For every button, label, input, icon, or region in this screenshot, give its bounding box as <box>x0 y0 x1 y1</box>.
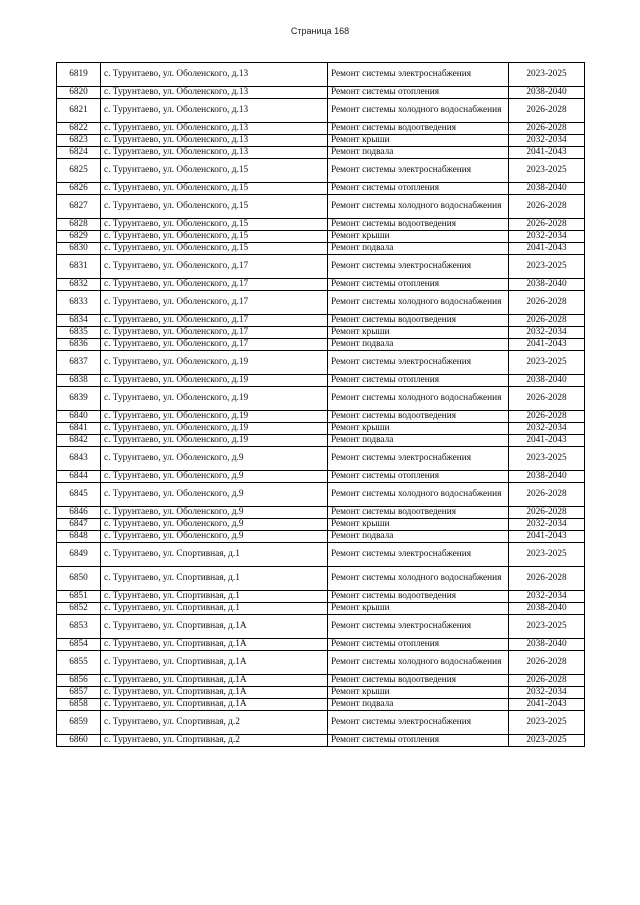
row-number-cell: 6844 <box>57 471 101 483</box>
table-row <box>57 243 585 255</box>
address-cell: с. Турунтаево, ул. Спортивная, д.1А <box>101 699 328 711</box>
address-cell: с. Турунтаево, ул. Оболенского, д.15 <box>101 231 328 243</box>
period-cell: 2041-2043 <box>509 147 585 159</box>
row-number-cell: 6850 <box>57 567 101 591</box>
row-number-cell: 6860 <box>57 735 101 747</box>
address-cell: с. Турунтаево, ул. Оболенского, д.15 <box>101 219 328 231</box>
work-type-cell: Ремонт системы холодного водоснабжения <box>328 195 509 219</box>
work-type-cell: Ремонт системы водоотведения <box>328 411 509 423</box>
page-header: Страница 168 <box>290 26 350 36</box>
table-row <box>57 423 585 435</box>
period-cell: 2023-2025 <box>509 63 585 87</box>
row-number-cell: 6854 <box>57 639 101 651</box>
address-cell: с. Турунтаево, ул. Спортивная, д.1А <box>101 687 328 699</box>
work-type-cell: Ремонт системы отопления <box>328 87 509 99</box>
period-cell: 2038-2040 <box>509 279 585 291</box>
period-cell: 2038-2040 <box>509 639 585 651</box>
row-number-cell: 6853 <box>57 615 101 639</box>
table-row <box>57 351 585 375</box>
address-cell: с. Турунтаево, ул. Оболенского, д.17 <box>101 327 328 339</box>
address-cell: с. Турунтаево, ул. Оболенского, д.17 <box>101 339 328 351</box>
work-type-cell: Ремонт крыши <box>328 231 509 243</box>
row-number-cell: 6826 <box>57 183 101 195</box>
row-number-cell: 6849 <box>57 543 101 567</box>
period-cell: 2038-2040 <box>509 87 585 99</box>
table-row <box>57 483 585 507</box>
work-type-cell: Ремонт системы холодного водоснабжения <box>328 483 509 507</box>
table-row <box>57 687 585 699</box>
work-type-cell: Ремонт системы электроснабжения <box>328 63 509 87</box>
work-type-cell: Ремонт системы отопления <box>328 279 509 291</box>
work-type-cell: Ремонт системы холодного водоснабжения <box>328 99 509 123</box>
table-row <box>57 99 585 123</box>
table-row <box>57 507 585 519</box>
period-cell: 2023-2025 <box>509 735 585 747</box>
period-cell: 2026-2028 <box>509 387 585 411</box>
work-type-cell: Ремонт системы водоотведения <box>328 315 509 327</box>
work-type-cell: Ремонт подвала <box>328 699 509 711</box>
row-number-cell: 6822 <box>57 123 101 135</box>
row-number-cell: 6835 <box>57 327 101 339</box>
address-cell: с. Турунтаево, ул. Оболенского, д.15 <box>101 195 328 219</box>
row-number-cell: 6843 <box>57 447 101 471</box>
table-row <box>57 327 585 339</box>
address-cell: с. Турунтаево, ул. Оболенского, д.13 <box>101 135 328 147</box>
table-row <box>57 543 585 567</box>
row-number-cell: 6851 <box>57 591 101 603</box>
row-number-cell: 6859 <box>57 711 101 735</box>
work-type-cell: Ремонт системы электроснабжения <box>328 711 509 735</box>
work-type-cell: Ремонт крыши <box>328 519 509 531</box>
row-number-cell: 6828 <box>57 219 101 231</box>
table-row <box>57 639 585 651</box>
table-row <box>57 255 585 279</box>
period-cell: 2026-2028 <box>509 483 585 507</box>
table-row <box>57 147 585 159</box>
address-cell: с. Турунтаево, ул. Оболенского, д.17 <box>101 315 328 327</box>
period-cell: 2026-2028 <box>509 195 585 219</box>
work-type-cell: Ремонт системы холодного водоснабжения <box>328 387 509 411</box>
work-type-cell: Ремонт крыши <box>328 327 509 339</box>
work-type-cell: Ремонт системы отопления <box>328 471 509 483</box>
row-number-cell: 6837 <box>57 351 101 375</box>
period-cell: 2038-2040 <box>509 471 585 483</box>
row-number-cell: 6855 <box>57 651 101 675</box>
row-number-cell: 6847 <box>57 519 101 531</box>
table-row <box>57 447 585 471</box>
table-row <box>57 123 585 135</box>
table-row <box>57 471 585 483</box>
work-type-cell: Ремонт подвала <box>328 435 509 447</box>
table-row <box>57 387 585 411</box>
work-type-cell: Ремонт системы водоотведения <box>328 675 509 687</box>
address-cell: с. Турунтаево, ул. Оболенского, д.17 <box>101 255 328 279</box>
period-cell: 2032-2034 <box>509 519 585 531</box>
work-type-cell: Ремонт системы отопления <box>328 735 509 747</box>
table-row <box>57 651 585 675</box>
period-cell: 2032-2034 <box>509 231 585 243</box>
work-type-cell: Ремонт подвала <box>328 147 509 159</box>
period-cell: 2026-2028 <box>509 123 585 135</box>
address-cell: с. Турунтаево, ул. Оболенского, д.9 <box>101 447 328 471</box>
table-row <box>57 159 585 183</box>
table-row <box>57 87 585 99</box>
address-cell: с. Турунтаево, ул. Оболенского, д.17 <box>101 279 328 291</box>
work-type-cell: Ремонт системы электроснабжения <box>328 351 509 375</box>
row-number-cell: 6831 <box>57 255 101 279</box>
row-number-cell: 6852 <box>57 603 101 615</box>
work-type-cell: Ремонт подвала <box>328 243 509 255</box>
period-cell: 2026-2028 <box>509 675 585 687</box>
row-number-cell: 6832 <box>57 279 101 291</box>
row-number-cell: 6829 <box>57 231 101 243</box>
table-row <box>57 519 585 531</box>
address-cell: с. Турунтаево, ул. Спортивная, д.1 <box>101 591 328 603</box>
address-cell: с. Турунтаево, ул. Спортивная, д.1 <box>101 543 328 567</box>
address-cell: с. Турунтаево, ул. Оболенского, д.9 <box>101 531 328 543</box>
period-cell: 2041-2043 <box>509 339 585 351</box>
table-row <box>57 135 585 147</box>
address-cell: с. Турунтаево, ул. Оболенского, д.13 <box>101 99 328 123</box>
period-cell: 2041-2043 <box>509 699 585 711</box>
address-cell: с. Турунтаево, ул. Оболенского, д.13 <box>101 123 328 135</box>
table-row <box>57 435 585 447</box>
period-cell: 2023-2025 <box>509 615 585 639</box>
row-number-cell: 6858 <box>57 699 101 711</box>
work-type-cell: Ремонт системы холодного водоснабжения <box>328 651 509 675</box>
row-number-cell: 6824 <box>57 147 101 159</box>
table-row <box>57 591 585 603</box>
table-row <box>57 183 585 195</box>
work-type-cell: Ремонт системы электроснабжения <box>328 543 509 567</box>
work-type-cell: Ремонт системы водоотведения <box>328 123 509 135</box>
period-cell: 2023-2025 <box>509 351 585 375</box>
work-type-cell: Ремонт крыши <box>328 423 509 435</box>
address-cell: с. Турунтаево, ул. Спортивная, д.2 <box>101 735 328 747</box>
work-type-cell: Ремонт крыши <box>328 687 509 699</box>
address-cell: с. Турунтаево, ул. Оболенского, д.19 <box>101 387 328 411</box>
period-cell: 2023-2025 <box>509 543 585 567</box>
address-cell: с. Турунтаево, ул. Оболенского, д.9 <box>101 471 328 483</box>
table-row <box>57 63 585 87</box>
address-cell: с. Турунтаево, ул. Оболенского, д.9 <box>101 519 328 531</box>
period-cell: 2026-2028 <box>509 291 585 315</box>
work-type-cell: Ремонт системы электроснабжения <box>328 159 509 183</box>
work-type-cell: Ремонт крыши <box>328 603 509 615</box>
work-type-cell: Ремонт системы отопления <box>328 375 509 387</box>
address-cell: с. Турунтаево, ул. Оболенского, д.19 <box>101 411 328 423</box>
address-cell: с. Турунтаево, ул. Оболенского, д.19 <box>101 351 328 375</box>
work-type-cell: Ремонт системы электроснабжения <box>328 447 509 471</box>
period-cell: 2023-2025 <box>509 159 585 183</box>
address-cell: с. Турунтаево, ул. Оболенского, д.19 <box>101 423 328 435</box>
address-cell: с. Турунтаево, ул. Оболенского, д.17 <box>101 291 328 315</box>
work-type-cell: Ремонт подвала <box>328 339 509 351</box>
table-row <box>57 735 585 747</box>
work-type-cell: Ремонт системы водоотведения <box>328 219 509 231</box>
period-cell: 2023-2025 <box>509 711 585 735</box>
row-number-cell: 6834 <box>57 315 101 327</box>
address-cell: с. Турунтаево, ул. Спортивная, д.1А <box>101 615 328 639</box>
table-row <box>57 279 585 291</box>
period-cell: 2038-2040 <box>509 603 585 615</box>
work-type-cell: Ремонт крыши <box>328 135 509 147</box>
table-row <box>57 411 585 423</box>
row-number-cell: 6830 <box>57 243 101 255</box>
table-row <box>57 615 585 639</box>
row-number-cell: 6833 <box>57 291 101 315</box>
period-cell: 2032-2034 <box>509 423 585 435</box>
period-cell: 2041-2043 <box>509 435 585 447</box>
period-cell: 2026-2028 <box>509 315 585 327</box>
table-row <box>57 603 585 615</box>
period-cell: 2026-2028 <box>509 651 585 675</box>
period-cell: 2023-2025 <box>509 447 585 471</box>
address-cell: с. Турунтаево, ул. Спортивная, д.1 <box>101 603 328 615</box>
row-number-cell: 6841 <box>57 423 101 435</box>
table-row <box>57 315 585 327</box>
row-number-cell: 6856 <box>57 675 101 687</box>
row-number-cell: 6845 <box>57 483 101 507</box>
table-row <box>57 375 585 387</box>
row-number-cell: 6823 <box>57 135 101 147</box>
work-type-cell: Ремонт системы отопления <box>328 183 509 195</box>
period-cell: 2032-2034 <box>509 135 585 147</box>
row-number-cell: 6836 <box>57 339 101 351</box>
row-number-cell: 6842 <box>57 435 101 447</box>
address-cell: с. Турунтаево, ул. Оболенского, д.19 <box>101 435 328 447</box>
repair-schedule-table <box>56 62 585 747</box>
period-cell: 2026-2028 <box>509 219 585 231</box>
address-cell: с. Турунтаево, ул. Оболенского, д.13 <box>101 147 328 159</box>
period-cell: 2041-2043 <box>509 243 585 255</box>
address-cell: с. Турунтаево, ул. Оболенского, д.15 <box>101 183 328 195</box>
address-cell: с. Турунтаево, ул. Оболенского, д.9 <box>101 507 328 519</box>
period-cell: 2026-2028 <box>509 567 585 591</box>
period-cell: 2026-2028 <box>509 411 585 423</box>
work-type-cell: Ремонт системы отопления <box>328 639 509 651</box>
work-type-cell: Ремонт системы водоотведения <box>328 507 509 519</box>
row-number-cell: 6846 <box>57 507 101 519</box>
table-row <box>57 339 585 351</box>
row-number-cell: 6839 <box>57 387 101 411</box>
table-row <box>57 699 585 711</box>
row-number-cell: 6857 <box>57 687 101 699</box>
address-cell: с. Турунтаево, ул. Оболенского, д.15 <box>101 243 328 255</box>
period-cell: 2038-2040 <box>509 375 585 387</box>
table-row <box>57 291 585 315</box>
address-cell: с. Турунтаево, ул. Оболенского, д.15 <box>101 159 328 183</box>
table-row <box>57 195 585 219</box>
work-type-cell: Ремонт подвала <box>328 531 509 543</box>
address-cell: с. Турунтаево, ул. Оболенского, д.9 <box>101 483 328 507</box>
table-row <box>57 675 585 687</box>
address-cell: с. Турунтаево, ул. Спортивная, д.1 <box>101 567 328 591</box>
table-row <box>57 711 585 735</box>
work-type-cell: Ремонт системы холодного водоснабжения <box>328 291 509 315</box>
work-type-cell: Ремонт системы водоотведения <box>328 591 509 603</box>
row-number-cell: 6820 <box>57 87 101 99</box>
table-row <box>57 531 585 543</box>
work-type-cell: Ремонт системы электроснабжения <box>328 255 509 279</box>
row-number-cell: 6840 <box>57 411 101 423</box>
period-cell: 2038-2040 <box>509 183 585 195</box>
table-row <box>57 567 585 591</box>
address-cell: с. Турунтаево, ул. Спортивная, д.2 <box>101 711 328 735</box>
address-cell: с. Турунтаево, ул. Спортивная, д.1А <box>101 651 328 675</box>
table-body <box>57 63 585 747</box>
period-cell: 2026-2028 <box>509 99 585 123</box>
address-cell: с. Турунтаево, ул. Оболенского, д.13 <box>101 87 328 99</box>
period-cell: 2023-2025 <box>509 255 585 279</box>
period-cell: 2041-2043 <box>509 531 585 543</box>
row-number-cell: 6825 <box>57 159 101 183</box>
period-cell: 2032-2034 <box>509 327 585 339</box>
work-type-cell: Ремонт системы холодного водоснабжения <box>328 567 509 591</box>
row-number-cell: 6827 <box>57 195 101 219</box>
period-cell: 2032-2034 <box>509 591 585 603</box>
work-type-cell: Ремонт системы электроснабжения <box>328 615 509 639</box>
period-cell: 2026-2028 <box>509 507 585 519</box>
address-cell: с. Турунтаево, ул. Спортивная, д.1А <box>101 675 328 687</box>
period-cell: 2032-2034 <box>509 687 585 699</box>
row-number-cell: 6848 <box>57 531 101 543</box>
address-cell: с. Турунтаево, ул. Спортивная, д.1А <box>101 639 328 651</box>
row-number-cell: 6838 <box>57 375 101 387</box>
address-cell: с. Турунтаево, ул. Оболенского, д.19 <box>101 375 328 387</box>
row-number-cell: 6819 <box>57 63 101 87</box>
address-cell: с. Турунтаево, ул. Оболенского, д.13 <box>101 63 328 87</box>
row-number-cell: 6821 <box>57 99 101 123</box>
table-row <box>57 231 585 243</box>
table-row <box>57 219 585 231</box>
